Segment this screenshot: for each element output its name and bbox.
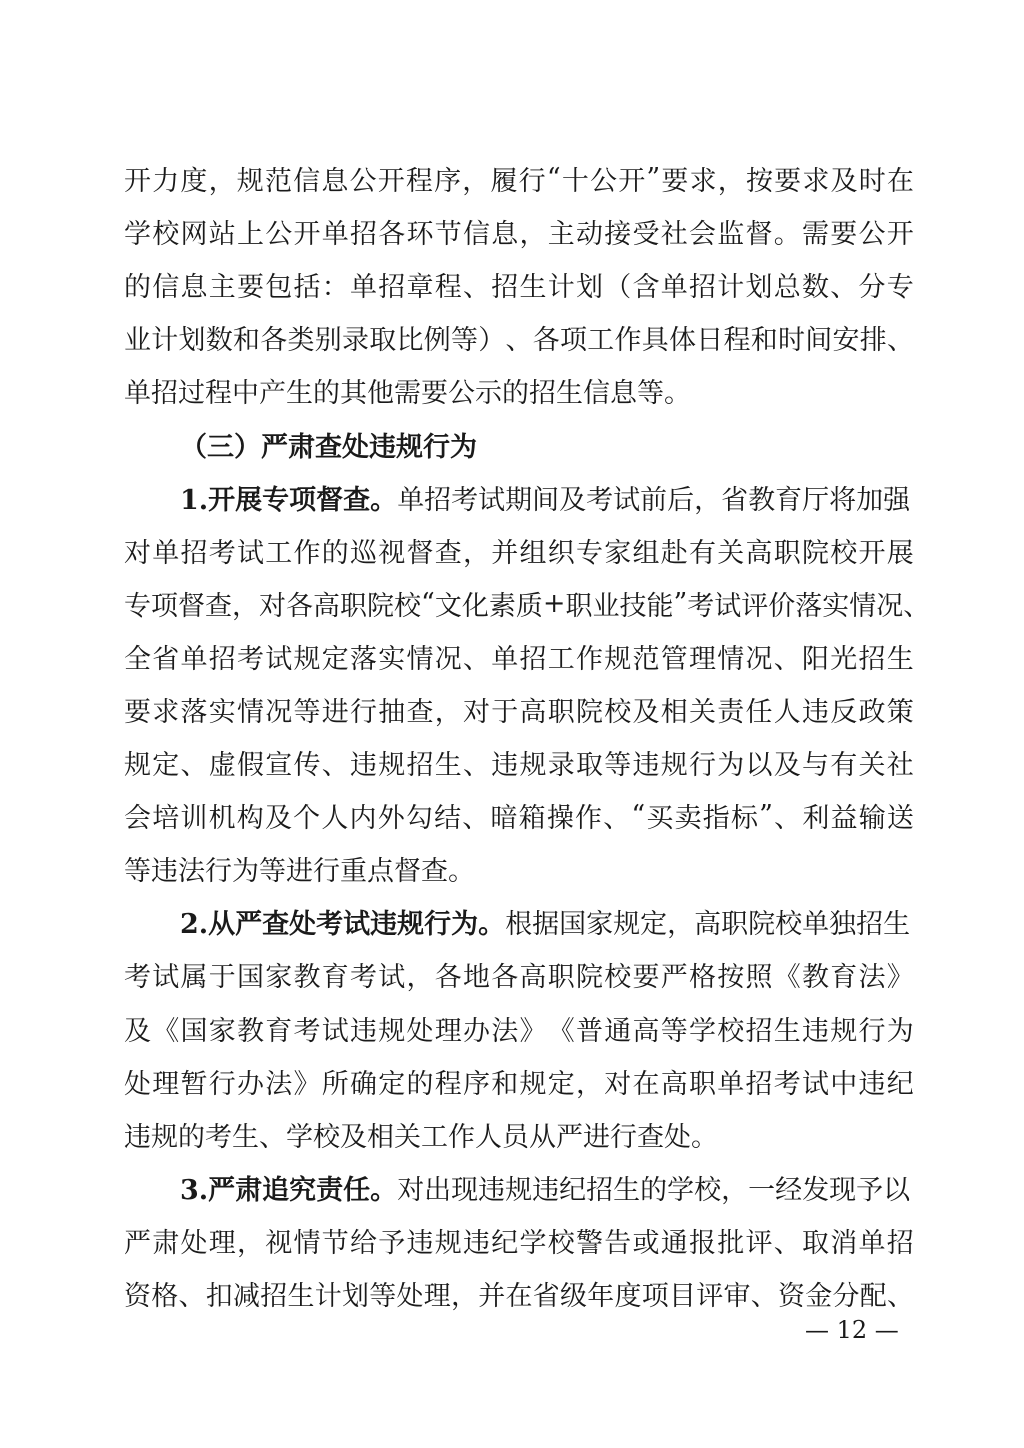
section-heading: （三）严肃查处违规行为 <box>180 431 477 463</box>
item-text: 对出现违规违纪招生的学校，一经发现予以 <box>397 1174 911 1206</box>
text-line: 考 试 属 于 国 家 教 育 考 试 ， 各 地 各 高 职 院 校 要 严 格 按 照 《 教 育 法 》 <box>124 962 914 994</box>
text-line: 专 项 督 查 ， 对 各 高 职 院 校 “ 文 化 素 质 + 职 业 技 能 ” 考 试 评 价 落 实 情 况 、 <box>124 587 931 622</box>
page-number: — 12 — <box>805 1316 899 1344</box>
text-line: 学 校 网 站 上 公 开 单 招 各 环 节 信 息 ， 主 动 接 受 社 会 监 督 。 需 要 公 开 <box>124 219 914 251</box>
item-first-line <box>124 1161 914 1214</box>
item-first-line <box>124 895 914 948</box>
text-line: 违规的考生、学校及相关工作人员从严进行查处。 <box>124 1121 718 1153</box>
text-line: 的 信 息 主 要 包 括 ： 单 招 章 程 、 招 生 计 划 （ 含 单 招 计 划 总 数 、 分 专 <box>124 272 914 304</box>
text-line: 等违法行为等进行重点督查。 <box>124 856 475 888</box>
text-line: 开 力 度 ， 规 范 信 息 公 开 程 序 ， 履 行 “ 十 公 开 ” 要 求 ， 按 要 求 及 时 在 <box>124 163 914 198</box>
text-line: 全 省 单 招 考 试 规 定 落 实 情 况 、 单 招 工 作 规 范 管 理 情 况 、 阳 光 招 生 <box>124 643 914 675</box>
text-line: 会 培 训 机 构 及 个 人 内 外 勾 结 、 暗 箱 操 作 、 “ 买 卖 指 标 ” 、 利 益 输 送 <box>124 800 914 835</box>
text-line: 严 肃 处 理 ， 视 情 节 给 予 违 规 违 纪 学 校 警 告 或 通 报 批 评 、 取 消 单 招 <box>124 1227 914 1259</box>
text-line: 业 计 划 数 和 各 类 别 录 取 比 例 等 ） 、 各 项 工 作 具 体 日 程 和 时 间 安 排 、 <box>124 325 914 357</box>
text-line: 单招过程中产生的其他需要公示的招生信息等。 <box>124 378 691 410</box>
item-text: 单招考试期间及考试前后，省教育厅将加强 <box>397 484 911 516</box>
text-line: 对 单 招 考 试 工 作 的 巡 视 督 查 ， 并 组 织 专 家 组 赴 有 关 高 职 院 校 开 展 <box>124 537 914 569</box>
item-text: 根据国家规定，高职院校单独招生 <box>505 909 911 941</box>
body-text <box>124 152 931 1320</box>
item-title: 3.严肃追究责任。 <box>180 1174 398 1206</box>
text-line: 要 求 落 实 情 况 等 进 行 抽 查 ， 对 于 高 职 院 校 及 相 关 责 任 人 违 反 政 策 <box>124 696 914 728</box>
text-line: 规 定 、 虚 假 宣 传 、 违 规 招 生 、 违 规 录 取 等 违 规 行 为 以 及 与 有 关 社 <box>124 750 914 782</box>
item-first-line <box>124 471 914 524</box>
text-line: 处 理 暂 行 办 法 》 所 确 定 的 程 序 和 规 定 ， 对 在 高 职 单 招 考 试 中 违 纪 <box>124 1068 914 1100</box>
text-line: 资 格 、 扣 减 招 生 计 划 等 处 理 ， 并 在 省 级 年 度 项 目 评 审 、 资 金 分 配 、 <box>124 1281 914 1313</box>
item-title: 1.开展专项督查。 <box>180 484 398 516</box>
text-line: 及 《 国 家 教 育 考 试 违 规 处 理 办 法 》 《 普 通 高 等 学 校 招 生 违 规 行 为 <box>124 1015 914 1047</box>
item-title: 2.从严查处考试违规行为。 <box>180 909 506 941</box>
